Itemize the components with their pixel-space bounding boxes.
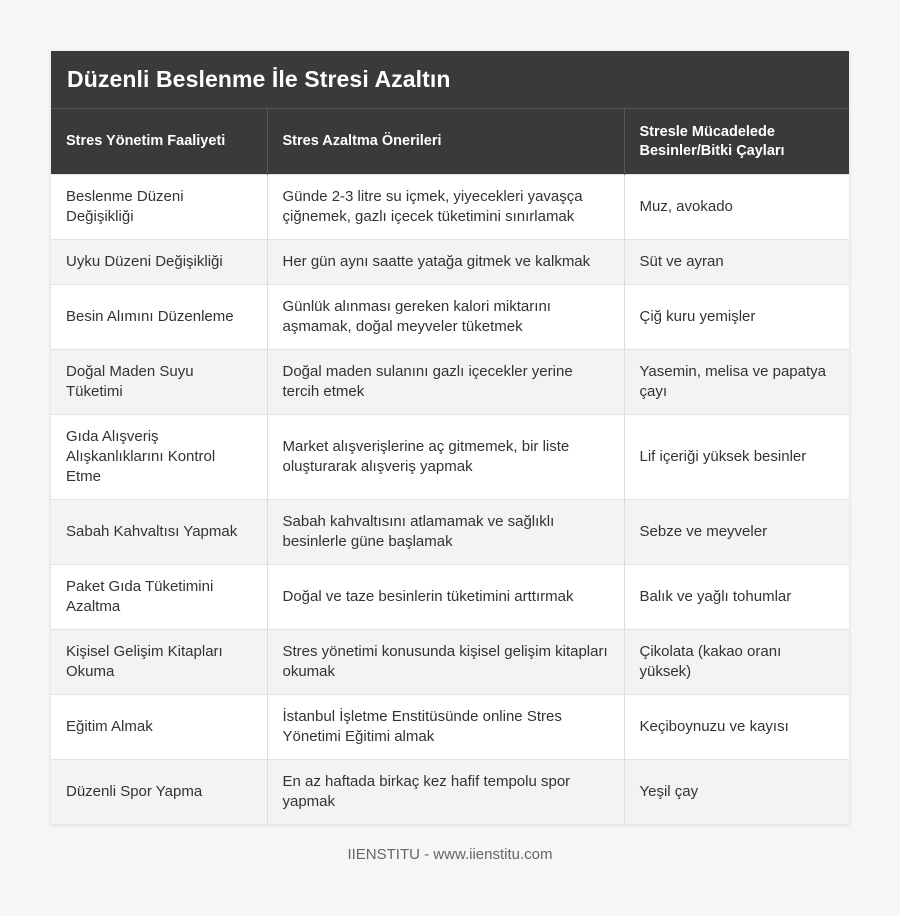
table-body: [51, 175, 849, 825]
table-card: [51, 51, 849, 824]
column-header-suggestions: Stres Azaltma Önerileri: [267, 109, 624, 175]
cell-activity: Sabah Kahvaltısı Yapmak: [51, 500, 267, 565]
cell-activity: Gıda Alışveriş Alışkanlıklarını Kontrol Etme: [51, 415, 267, 500]
table-header: [51, 109, 849, 175]
column-header-foods: Stresle Mücadelede Besinler/Bitki Çayları: [624, 109, 849, 175]
table-row: [51, 350, 849, 415]
cell-suggestion: Her gün aynı saatte yatağa gitmek ve kalkmak: [267, 240, 624, 285]
cell-activity: Beslenme Düzeni Değişikliği: [51, 175, 267, 240]
table-row: [51, 500, 849, 565]
cell-suggestion: Doğal maden sulanını gazlı içecekler yerine tercih etmek: [267, 350, 624, 415]
cell-food: Yasemin, melisa ve papatya çayı: [624, 350, 849, 415]
cell-activity: Kişisel Gelişim Kitapları Okuma: [51, 630, 267, 695]
table-row: [51, 285, 849, 350]
page-title: Düzenli Beslenme İle Stresi Azaltın: [67, 66, 451, 92]
cell-activity: Eğitim Almak: [51, 695, 267, 760]
cell-activity: Paket Gıda Tüketimini Azaltma: [51, 565, 267, 630]
cell-food: Muz, avokado: [624, 175, 849, 240]
cell-suggestion: Stres yönetimi konusunda kişisel gelişim kitapları okumak: [267, 630, 624, 695]
table-row: [51, 240, 849, 285]
cell-suggestion: Sabah kahvaltısını atlamamak ve sağlıklı besinlerle güne başlamak: [267, 500, 624, 565]
footer-credit: IIENSTITU - www.iienstitu.com: [347, 846, 553, 863]
table-row: [51, 175, 849, 240]
cell-suggestion: En az haftada birkaç kez hafif tempolu spor yapmak: [267, 760, 624, 825]
table-row: [51, 760, 849, 825]
cell-activity: Uyku Düzeni Değişikliği: [51, 240, 267, 285]
cell-suggestion: Doğal ve taze besinlerin tüketimini arttırmak: [267, 565, 624, 630]
cell-food: Balık ve yağlı tohumlar: [624, 565, 849, 630]
cell-food: Yeşil çay: [624, 760, 849, 825]
cell-food: Çikolata (kakao oranı yüksek): [624, 630, 849, 695]
cell-suggestion: Market alışverişlerine aç gitmemek, bir liste oluşturarak alışveriş yapmak: [267, 415, 624, 500]
column-header-activity: Stres Yönetim Faaliyeti: [51, 109, 267, 175]
cell-activity: Düzenli Spor Yapma: [51, 760, 267, 825]
table-row: [51, 695, 849, 760]
cell-suggestion: Günde 2-3 litre su içmek, yiyecekleri yavaşça çiğnemek, gazlı içecek tüketimini sınırlamak: [267, 175, 624, 240]
cell-suggestion: İstanbul İşletme Enstitüsünde online Stres Yönetimi Eğitimi almak: [267, 695, 624, 760]
cell-activity: Besin Alımını Düzenleme: [51, 285, 267, 350]
cell-suggestion: Günlük alınması gereken kalori miktarını aşmamak, doğal meyveler tüketmek: [267, 285, 624, 350]
table-row: [51, 565, 849, 630]
table-row: [51, 630, 849, 695]
cell-food: Çiğ kuru yemişler: [624, 285, 849, 350]
data-table: [51, 109, 849, 824]
title-bar: [51, 51, 849, 109]
cell-activity: Doğal Maden Suyu Tüketimi: [51, 350, 267, 415]
cell-food: Sebze ve meyveler: [624, 500, 849, 565]
cell-food: Lif içeriği yüksek besinler: [624, 415, 849, 500]
table-row: [51, 415, 849, 500]
cell-food: Süt ve ayran: [624, 240, 849, 285]
cell-food: Keçiboynuzu ve kayısı: [624, 695, 849, 760]
